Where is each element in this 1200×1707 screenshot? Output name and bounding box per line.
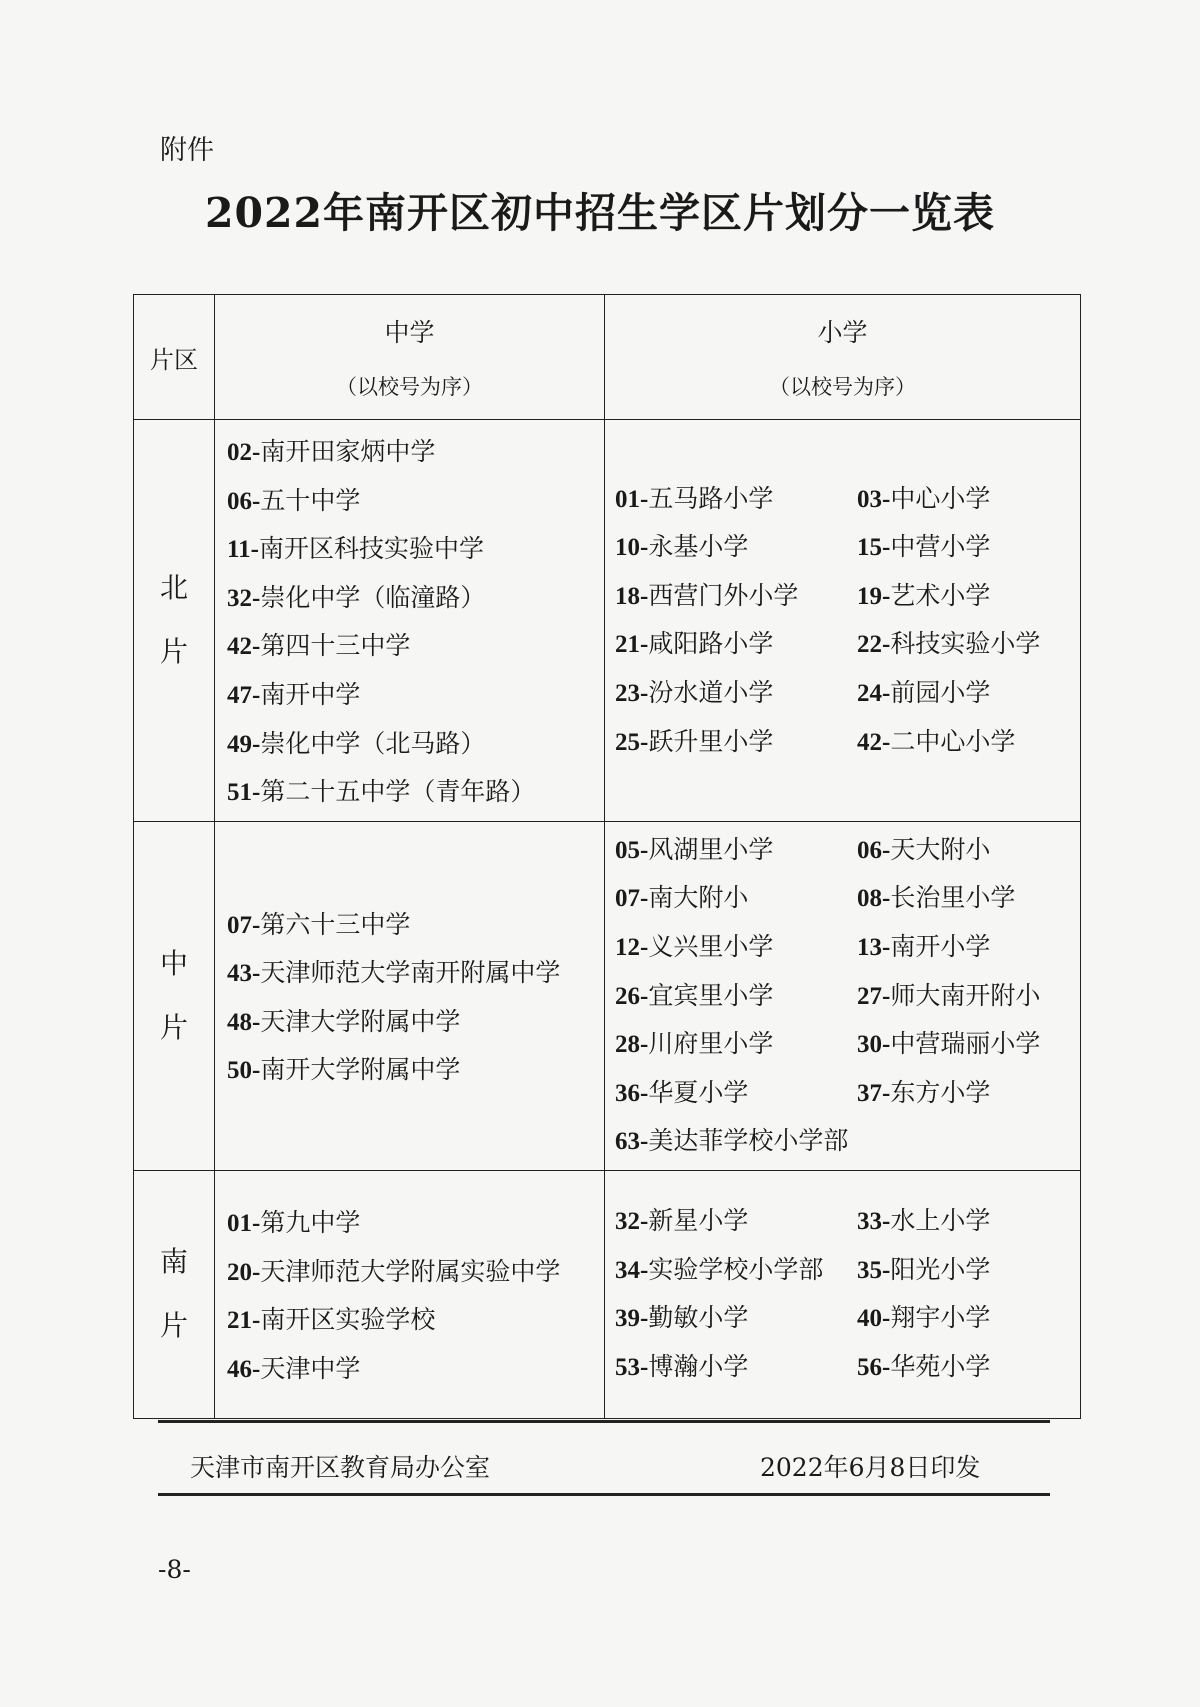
primary-school-item — [615, 1197, 857, 1246]
school-name: 天津中学 — [260, 1354, 361, 1383]
school-number: 48- — [227, 1008, 261, 1036]
primary-school-item — [615, 669, 857, 718]
primary-school-item — [857, 1294, 1089, 1343]
middle-school-item — [227, 671, 604, 720]
middle-school-cell — [215, 1170, 605, 1418]
middle-school-item — [227, 477, 604, 526]
school-name: 南开区科技实验中学 — [258, 534, 484, 564]
middle-school-cell — [215, 821, 605, 1170]
school-zone-table — [133, 294, 1081, 1419]
school-number: 01- — [227, 1210, 261, 1238]
school-number: 07- — [227, 911, 261, 939]
primary-school-item — [615, 826, 857, 875]
middle-school-item — [227, 622, 604, 671]
school-name: 跃升里小学 — [648, 726, 774, 756]
page-number: -8- — [158, 1555, 191, 1584]
school-name: 南大附小 — [648, 883, 749, 913]
primary-school-item — [615, 475, 857, 524]
school-name: 长治里小学 — [890, 883, 1016, 913]
school-number: 15- — [857, 534, 891, 562]
primary-school-item — [857, 718, 1089, 767]
school-number: 08- — [857, 885, 891, 913]
school-name: 师大南开附小 — [890, 980, 1041, 1010]
document-title: 2022年南开区初中招生学区片划分一览表 — [204, 189, 996, 237]
school-name: 五十中学 — [260, 485, 361, 515]
school-name: 实验学校小学部 — [648, 1254, 824, 1284]
primary-school-item — [857, 1197, 1089, 1246]
primary-school-item — [615, 718, 857, 767]
school-name: 水上小学 — [890, 1206, 991, 1236]
school-number: 53- — [615, 1354, 649, 1381]
school-number: 56- — [857, 1354, 891, 1381]
school-number: 13- — [857, 933, 891, 961]
primary-school-item — [615, 1117, 857, 1166]
school-name: 天大附小 — [890, 834, 991, 864]
school-number: 26- — [615, 982, 649, 1010]
primary-school-item — [615, 1069, 857, 1118]
zone-row — [134, 420, 1081, 822]
primary-school-item — [857, 1069, 1089, 1118]
primary-school-item — [615, 923, 857, 972]
middle-school-item — [227, 574, 604, 623]
middle-school-item — [227, 720, 604, 769]
primary-school-list — [605, 471, 1080, 771]
school-name: 川府里小学 — [648, 1029, 774, 1059]
school-name: 中营瑞丽小学 — [890, 1029, 1041, 1059]
school-number: 50- — [227, 1057, 261, 1085]
school-number: 03- — [857, 485, 891, 513]
school-name: 东方小学 — [890, 1077, 991, 1107]
primary-school-item — [615, 523, 857, 572]
school-number: 46- — [227, 1356, 261, 1383]
table-header-row — [134, 295, 1081, 420]
school-number: 42- — [857, 728, 891, 756]
school-number: 25- — [615, 728, 649, 756]
school-name: 第二十五中学（青年路） — [260, 777, 536, 807]
school-number: 51- — [227, 779, 261, 807]
school-name: 五马路小学 — [648, 483, 774, 513]
middle-school-item — [227, 901, 604, 950]
middle-school-item — [227, 1296, 604, 1345]
school-name: 崇化中学（北马路） — [260, 728, 486, 758]
header-primary — [605, 295, 1081, 420]
zone-name-char: 片 — [159, 635, 188, 669]
school-number: 63- — [615, 1128, 649, 1156]
school-number: 21- — [227, 1307, 261, 1335]
school-name: 汾水道小学 — [648, 677, 774, 707]
middle-school-item — [227, 1345, 604, 1394]
primary-school-item — [857, 620, 1089, 669]
primary-school-item — [857, 972, 1089, 1021]
primary-school-item — [615, 972, 857, 1021]
middle-school-item — [227, 1046, 604, 1095]
zone-row — [134, 821, 1081, 1170]
zone-name — [134, 1170, 215, 1418]
header-primary-note: （以校号为序） — [769, 375, 916, 399]
school-number: 35- — [857, 1256, 891, 1284]
school-name: 新星小学 — [648, 1206, 749, 1236]
middle-school-item — [227, 1199, 604, 1248]
header-zone: 片区 — [134, 295, 215, 420]
school-number: 49- — [227, 730, 261, 758]
school-name: 第九中学 — [260, 1208, 361, 1238]
school-name: 翔宇小学 — [890, 1303, 991, 1333]
school-number: 24- — [857, 679, 891, 707]
primary-school-item — [857, 826, 1089, 875]
school-number: 05- — [615, 836, 649, 864]
school-name: 天津大学附属中学 — [260, 1006, 461, 1036]
school-name: 咸阳路小学 — [648, 629, 774, 659]
school-number: 20- — [227, 1258, 261, 1286]
primary-school-item — [857, 572, 1089, 621]
school-number: 39- — [615, 1305, 649, 1333]
school-number: 11- — [227, 536, 259, 564]
school-number: 27- — [857, 982, 891, 1010]
school-name: 义兴里小学 — [648, 931, 774, 961]
school-name: 天津师范大学南开附属中学 — [260, 958, 561, 988]
attachment-label: 附件 — [160, 135, 214, 166]
school-number: 33- — [857, 1208, 891, 1236]
school-number: 12- — [615, 933, 649, 961]
school-name: 科技实验小学 — [890, 629, 1041, 659]
footer-date: 2022年6月8日印发 — [760, 1453, 981, 1482]
school-name: 前园小学 — [890, 677, 991, 707]
middle-school-item — [227, 768, 604, 817]
middle-school-list — [215, 420, 604, 821]
school-number: 21- — [615, 631, 649, 659]
school-number: 02- — [227, 439, 261, 466]
school-name: 永基小学 — [648, 532, 749, 562]
school-number: 30- — [857, 1031, 891, 1059]
school-number: 23- — [615, 679, 649, 707]
school-number: 43- — [227, 960, 261, 988]
school-number: 28- — [615, 1031, 649, 1059]
school-name: 华夏小学 — [648, 1077, 749, 1107]
school-number: 32- — [227, 584, 261, 612]
school-number: 36- — [615, 1079, 649, 1107]
zone-name-char: 中 — [159, 946, 188, 980]
primary-school-item — [857, 475, 1089, 524]
footer-rule-top — [158, 1420, 1050, 1423]
header-middle-note: （以校号为序） — [336, 375, 483, 399]
school-name: 阳光小学 — [890, 1254, 991, 1284]
primary-school-item — [615, 572, 857, 621]
primary-school-item — [615, 620, 857, 669]
school-name: 南开大学附属中学 — [260, 1055, 461, 1085]
middle-school-list — [215, 893, 604, 1099]
zone-name-char: 南 — [159, 1245, 188, 1279]
primary-school-item — [857, 669, 1089, 718]
middle-school-item — [227, 1248, 604, 1297]
school-name: 华苑小学 — [890, 1352, 991, 1381]
zone-name — [134, 821, 215, 1170]
school-name: 宜宾里小学 — [648, 980, 774, 1010]
school-name: 西营门外小学 — [648, 580, 799, 610]
footer-rule-bottom — [158, 1493, 1050, 1496]
school-name: 勤敏小学 — [648, 1303, 749, 1333]
primary-school-item — [615, 1020, 857, 1069]
primary-school-cell — [605, 1170, 1081, 1418]
middle-school-item — [227, 998, 604, 1047]
school-number: 40- — [857, 1305, 891, 1333]
school-number: 01- — [615, 485, 649, 513]
school-number: 42- — [227, 633, 261, 661]
school-number: 32- — [615, 1208, 649, 1236]
school-number: 19- — [857, 582, 891, 610]
school-name: 艺术小学 — [890, 580, 991, 610]
middle-school-item — [227, 525, 604, 574]
primary-school-item — [857, 1020, 1089, 1069]
school-name: 天津师范大学附属实验中学 — [260, 1256, 561, 1286]
zone-name-char: 片 — [159, 1010, 188, 1044]
school-name: 中营小学 — [890, 532, 991, 562]
header-middle-label: 中学 — [384, 318, 435, 347]
primary-school-item — [857, 523, 1089, 572]
school-number: 18- — [615, 582, 649, 610]
school-name: 中心小学 — [890, 483, 991, 513]
zone-name — [134, 420, 215, 822]
school-name: 第六十三中学 — [260, 909, 411, 939]
school-name: 美达菲学校小学部 — [648, 1126, 849, 1156]
primary-school-item — [857, 1246, 1089, 1295]
zone-row — [134, 1170, 1081, 1418]
school-name: 南开田家炳中学 — [260, 437, 436, 466]
school-name: 南开区实验学校 — [260, 1305, 436, 1335]
school-name: 二中心小学 — [890, 726, 1016, 756]
middle-school-item — [227, 428, 604, 477]
school-name: 南开中学 — [260, 679, 361, 709]
primary-school-list — [605, 822, 1080, 1170]
middle-school-item — [227, 949, 604, 998]
primary-school-item — [615, 1246, 857, 1295]
primary-school-item — [615, 1294, 857, 1343]
school-name: 崇化中学（临潼路） — [260, 582, 486, 612]
school-number: 47- — [227, 681, 261, 709]
zone-name-char: 片 — [159, 1309, 188, 1343]
middle-school-list — [215, 1191, 604, 1397]
footer-issuer: 天津市南开区教育局办公室 — [190, 1453, 491, 1482]
school-number: 37- — [857, 1079, 891, 1107]
primary-school-list — [605, 1193, 1080, 1395]
primary-school-item — [615, 1343, 857, 1392]
middle-school-cell — [215, 420, 605, 822]
zone-name-char: 北 — [159, 571, 188, 605]
school-name: 风湖里小学 — [648, 834, 774, 864]
school-number: 22- — [857, 631, 891, 659]
primary-school-item — [857, 874, 1089, 923]
school-name: 博瀚小学 — [648, 1352, 749, 1381]
primary-school-item — [615, 874, 857, 923]
primary-school-item — [857, 1343, 1089, 1392]
school-name: 南开小学 — [890, 931, 991, 961]
primary-school-cell — [605, 420, 1081, 822]
primary-school-item — [857, 923, 1089, 972]
school-number: 10- — [615, 534, 649, 562]
school-name: 第四十三中学 — [260, 631, 411, 661]
school-number: 06- — [857, 836, 891, 864]
primary-school-cell — [605, 821, 1081, 1170]
header-middle — [215, 295, 605, 420]
school-number: 07- — [615, 885, 649, 913]
header-primary-label: 小学 — [817, 318, 868, 347]
school-number: 06- — [227, 487, 261, 515]
school-number: 34- — [615, 1256, 649, 1284]
